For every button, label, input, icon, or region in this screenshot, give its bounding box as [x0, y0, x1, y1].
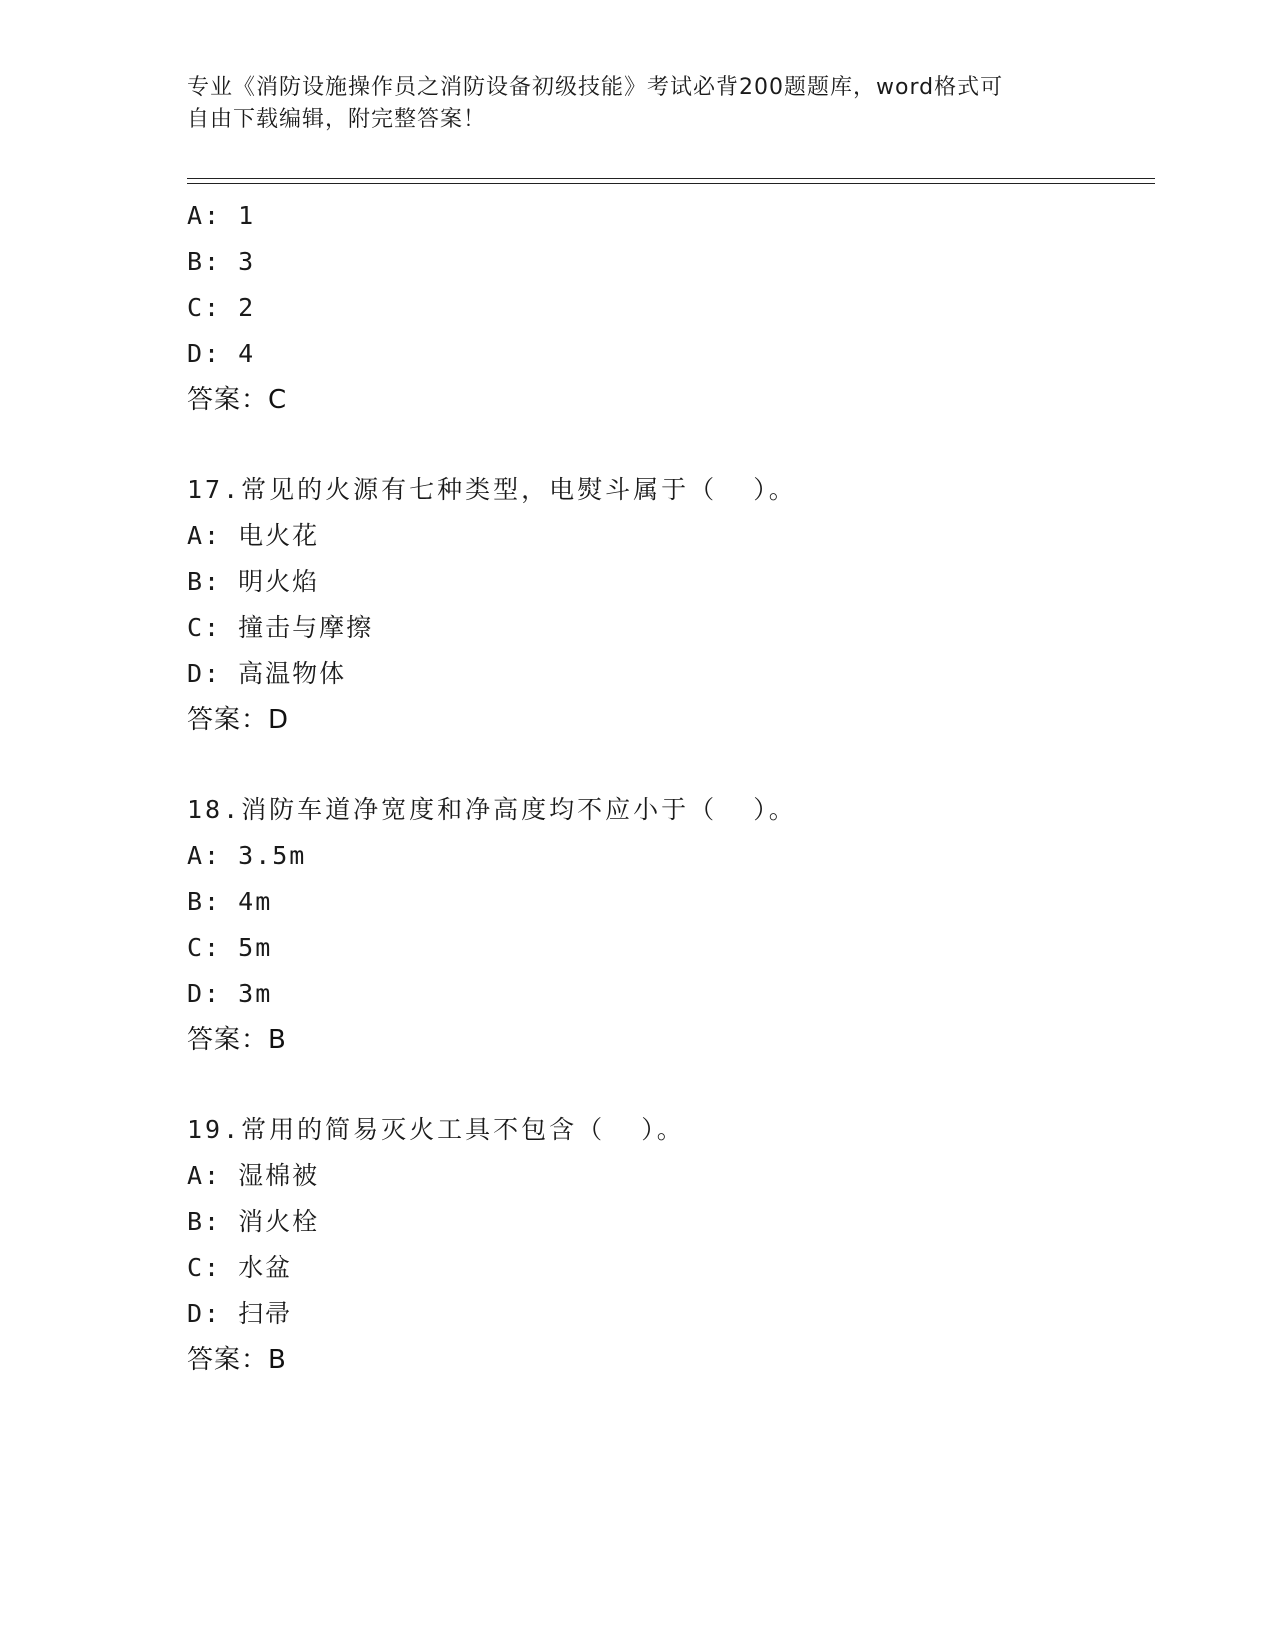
option-c: C: 撞击与摩擦 — [187, 613, 374, 642]
option-d: D: 扫帚 — [187, 1299, 293, 1328]
option-d: D: 4 — [187, 339, 256, 368]
header-line-2: 自由下载编辑，附完整答案！ — [187, 107, 487, 132]
spacer — [187, 743, 1155, 787]
option-b: B: 消火栓 — [187, 1207, 320, 1236]
question-block-17 — [187, 467, 1155, 743]
option-c: C: 水盆 — [187, 1253, 293, 1282]
question-list — [187, 193, 1155, 1383]
document-header — [187, 72, 1087, 136]
question-text: 17.常见的火源有七种类型，电熨斗属于（ ）。 — [187, 475, 797, 504]
option-a: A: 湿棉被 — [187, 1161, 320, 1190]
option-a: A: 3.5m — [187, 841, 307, 870]
option-a: A: 电火花 — [187, 521, 320, 550]
option-b: B: 4m — [187, 887, 273, 916]
option-b: B: 明火焰 — [187, 567, 320, 596]
option-d: D: 高温物体 — [187, 659, 347, 688]
option-d: D: 3m — [187, 979, 273, 1008]
header-divider-bottom — [187, 183, 1155, 184]
header-divider-top — [187, 178, 1155, 179]
answer-line: 答案：B — [187, 1025, 287, 1055]
question-text: 19.常用的简易灭火工具不包含（ ）。 — [187, 1115, 685, 1144]
answer-line: 答案：C — [187, 385, 288, 415]
question-text: 18.消防车道净宽度和净高度均不应小于（ ）。 — [187, 795, 797, 824]
question-block-19 — [187, 1107, 1155, 1383]
header-line-1: 专业《消防设施操作员之消防设备初级技能》考试必背200题题库，word格式可 — [187, 75, 1004, 100]
option-c: C: 2 — [187, 293, 256, 322]
option-a: A: 1 — [187, 201, 256, 230]
question-block-18 — [187, 787, 1155, 1063]
answer-line: 答案：D — [187, 705, 290, 735]
option-c: C: 5m — [187, 933, 273, 962]
answer-line: 答案：B — [187, 1345, 287, 1375]
question-block-16 — [187, 193, 1155, 423]
option-b: B: 3 — [187, 247, 256, 276]
spacer — [187, 1063, 1155, 1107]
spacer — [187, 423, 1155, 467]
